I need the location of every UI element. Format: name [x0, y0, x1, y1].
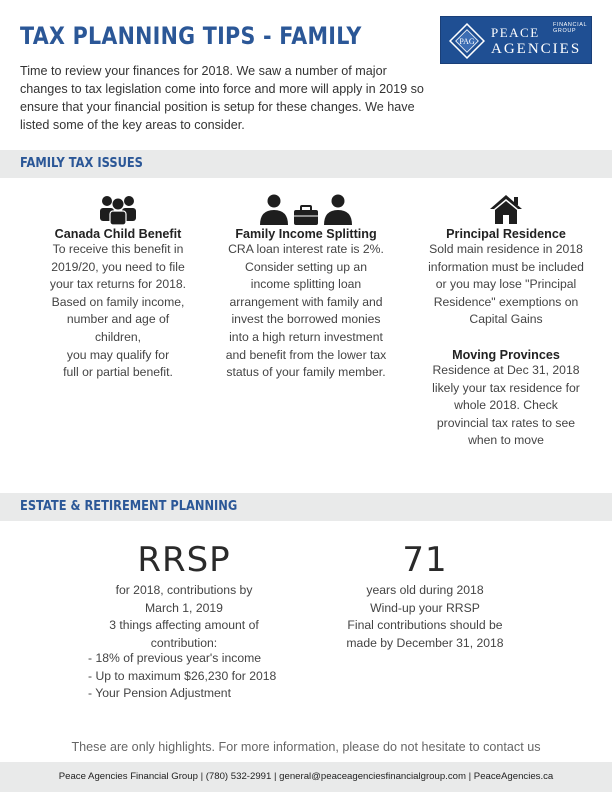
- rrsp-big-label: RRSP: [137, 540, 231, 580]
- logo-name-line1: PEACE: [491, 25, 540, 40]
- text-line: or you may lose "Principal: [435, 277, 577, 292]
- text-line: when to move: [468, 433, 544, 448]
- text-line: Sold main residence in 2018: [429, 242, 583, 256]
- text-line: Residence" exemptions on: [433, 294, 579, 309]
- logo-diamond-icon: [449, 23, 485, 59]
- splitting-text: [212, 241, 400, 382]
- list-item: - Up to maximum $26,230 for 2018: [88, 668, 277, 683]
- list-item: - 18% of previous year's income: [88, 651, 262, 665]
- benefit-text: [34, 241, 202, 382]
- text-line: and benefit from the lower tax: [225, 347, 387, 362]
- canada-child-benefit-block: [34, 193, 202, 382]
- page-title: TAX PLANNING TIPS - FAMILY: [20, 22, 362, 50]
- section-heading-family: FAMILY TAX ISSUES: [20, 156, 143, 171]
- text-line: whole 2018. Check: [454, 398, 558, 413]
- income-splitting-icon: [258, 193, 354, 225]
- highlights-note: These are only highlights. For more information, please do not hesitate to contact us: [71, 740, 541, 754]
- text-line: number and age of: [66, 312, 170, 327]
- text-line: March 1, 2019: [145, 600, 223, 615]
- text-line: made by December 31, 2018: [346, 635, 504, 650]
- logo-subtitle: [553, 22, 587, 34]
- age-71-block: [330, 540, 520, 652]
- text-line: Consider setting up an: [245, 259, 367, 274]
- text-line: 3 things affecting amount of: [109, 618, 259, 633]
- income-splitting-block: [212, 193, 400, 382]
- moving-text: [420, 362, 592, 450]
- rrsp-text: [84, 582, 284, 652]
- logo-subtitle-line: GROUP: [553, 28, 577, 34]
- section-band-family: [0, 150, 612, 178]
- text-line: Residence at Dec 31, 2018: [432, 363, 580, 377]
- section-heading-estate: ESTATE & RETIREMENT PLANNING: [20, 499, 238, 514]
- footer-contact: Peace Agencies Financial Group | (780) 532-2991 | general@peaceagenciesfinancialgroup.com | PeaceAgencies.ca: [0, 762, 612, 792]
- text-line: contribution:: [150, 635, 218, 650]
- text-line: years old during 2018: [366, 583, 484, 597]
- residence-heading: Principal Residence: [446, 227, 566, 241]
- rrsp-block: [84, 540, 284, 652]
- text-line: full or partial benefit.: [63, 365, 173, 380]
- text-line: Capital Gains: [469, 312, 543, 327]
- logo-subtitle-line: FINANCIAL: [553, 22, 588, 28]
- age-text: [330, 582, 520, 652]
- text-line: status of your family member.: [226, 365, 386, 380]
- text-line: children,: [94, 329, 142, 344]
- intro-paragraph: Time to review your finances for 2018. We saw a number of major changes to tax legislation come into force and more will apply in 2019 so ensure that your financial position is setup for these changes. We have listed some of the key areas to consider.: [20, 64, 424, 132]
- company-logo: [440, 16, 592, 64]
- age-big-label: 71: [402, 540, 448, 580]
- splitting-heading: Family Income Splitting: [235, 227, 377, 241]
- text-line: To receive this benefit in: [52, 242, 184, 256]
- text-line: 2019/20, you need to file: [51, 259, 185, 274]
- list-item: - Your Pension Adjustment: [88, 686, 231, 701]
- text-line: into a high return investment: [229, 329, 383, 344]
- text-line: arrangement with family and: [229, 294, 383, 309]
- principal-residence-block: [420, 193, 592, 329]
- text-line: Final contributions should be: [347, 618, 503, 633]
- logo-monogram: PAG: [459, 37, 475, 46]
- text-line: CRA loan interest rate is 2%.: [228, 242, 384, 256]
- text-line: your tax returns for 2018.: [49, 277, 187, 292]
- text-line: Based on family income,: [51, 294, 185, 309]
- residence-text: [420, 241, 592, 329]
- benefit-heading: Canada Child Benefit: [54, 227, 182, 241]
- moving-heading: Moving Provinces: [452, 348, 560, 362]
- text-line: income splitting loan: [250, 277, 362, 292]
- moving-provinces-block: [420, 346, 592, 450]
- family-group-icon: [98, 193, 138, 225]
- section-band-estate: [0, 493, 612, 521]
- rrsp-bullet-list: [88, 650, 276, 703]
- text-line: information must be included: [428, 259, 584, 274]
- house-icon: [488, 193, 524, 225]
- text-line: Wind-up your RRSP: [370, 600, 480, 615]
- text-line: likely your tax residence for: [432, 380, 580, 395]
- text-line: provincial tax rates to see: [436, 415, 576, 430]
- text-line: you may qualify for: [66, 347, 170, 362]
- text-line: for 2018, contributions by: [115, 583, 253, 597]
- logo-name-line2: AGENCIES: [491, 41, 582, 57]
- text-line: invest the borrowed monies: [231, 312, 381, 327]
